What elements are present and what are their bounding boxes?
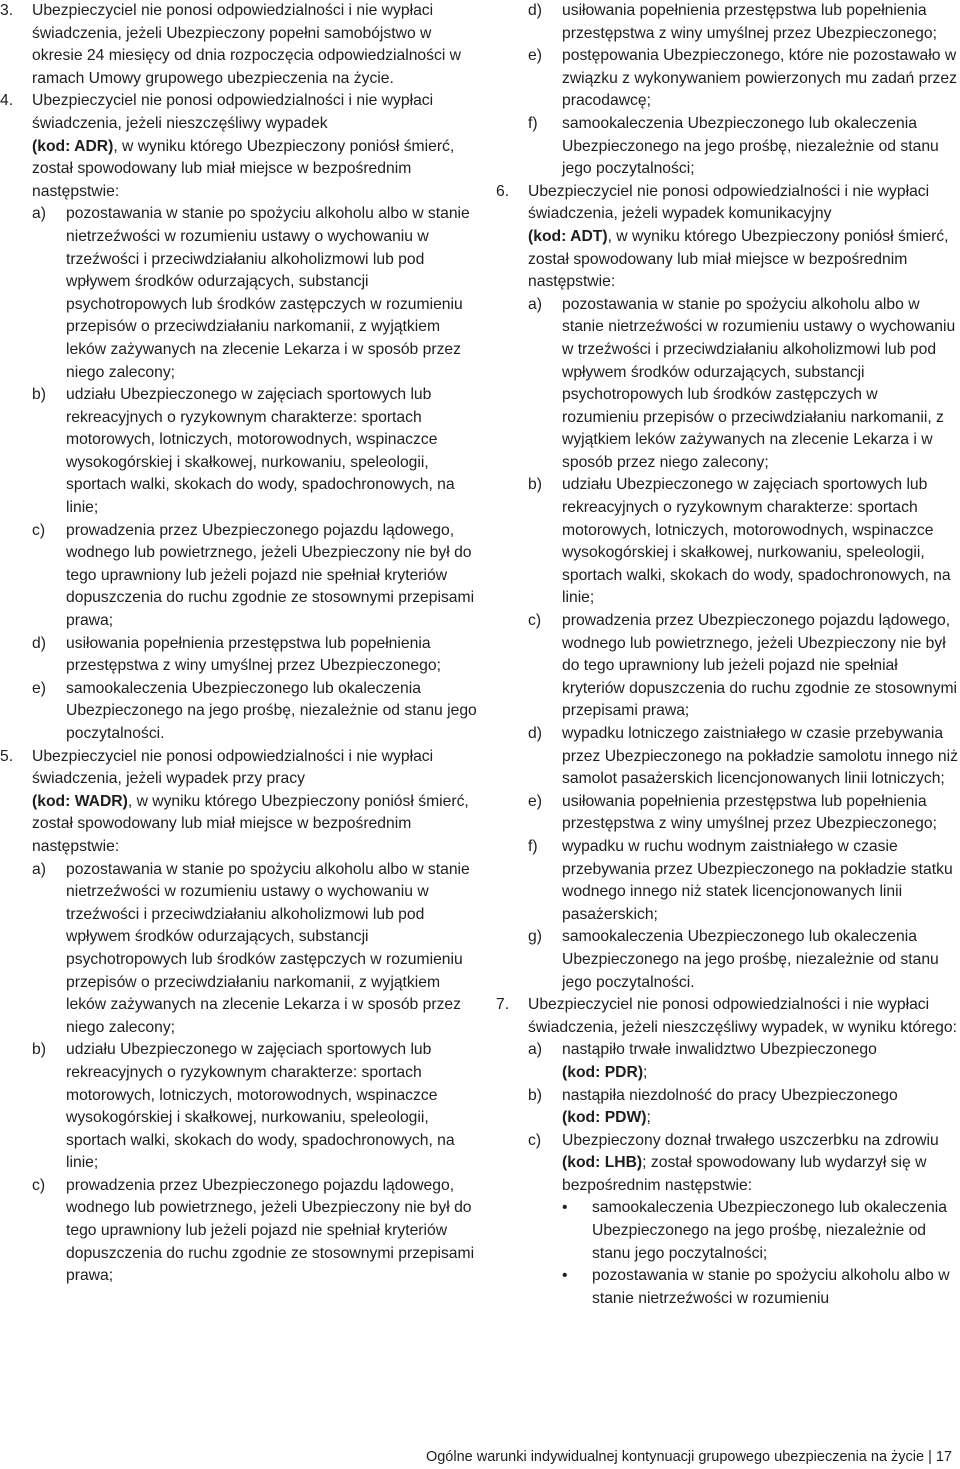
clause-4 — [0, 90, 478, 745]
code-label: (kod: WADR) — [32, 792, 128, 810]
sub-clause: g) samookaleczenia Ubezpieczonego lub okaleczenia Ubezpieczonego na jego prośbę, niezależnie od stanu jego poczytalności. — [528, 928, 939, 991]
sub-clause: d) usiłowania popełnienia przestępstwa lub popełnienia przestępstwa z winy umyślnej przez Ubezpieczonego; — [32, 634, 441, 675]
code-label: (kod: PDR) — [562, 1063, 644, 1081]
sub-clause: e) samookaleczenia Ubezpieczonego lub okaleczenia Ubezpieczonego na jego prośbę, niezależnie od stanu jego poczytalności. — [32, 679, 477, 742]
clause-7 — [496, 994, 958, 1310]
sub-clause: e) postępowania Ubezpieczonego, które nie pozostawało w związku z wykonywaniem powierzonych mu zadań przez pracodawcę; — [528, 47, 957, 110]
footer-separator: | — [928, 1449, 932, 1465]
sub-clause: f) wypadku w ruchu wodnym zaistniałego w czasie przebywania przez Ubezpieczonego na pokładzie statku wodnego innego niż statek licencjonowanych linii pasażerskich; — [528, 837, 953, 923]
code-label: (kod: ADT) — [528, 227, 608, 245]
sub-clause: a) pozostawania w stanie po spożyciu alkoholu albo w stanie nietrzeźwości w rozumieniu ustawy o wychowaniu w trzeźwości i przeciwdziałaniu alkoholizmowi lub pod wpływem środków odurzających, substancji psychotropowych lub środków zastępczych w rozumieniu przepisów o przeciwdziałaniu narkomanii, z wyjątkiem leków zażywanych na zlecenie Lekarza i w sposób przez niego zalecony; — [528, 295, 956, 471]
footer-title: Ogólne warunki indywidualnej kontynuacji grupowego ubezpieczenia na życie — [425, 1449, 925, 1465]
sub-clause: d) wypadku lotniczego zaistniałego w czasie przebywania przez Ubezpieczonego na pokładzie samolotu innego niż samolot pasażerskich licencjonowanych linii lotniczych; — [528, 725, 958, 788]
clause-3 — [0, 0, 478, 90]
clause-number: 3. — [0, 2, 14, 19]
right-column — [496, 0, 958, 1310]
bullet-item: • samookaleczenia Ubezpieczonego lub okaleczenia Ubezpieczonego na jego prośbę, niezależnie od stanu jego poczytalności; — [562, 1199, 947, 1262]
sub-clause: c) Ubezpieczony doznał trwałego uszczerbku na zdrowiu (kod: LHB); został spowodowany lub wydarzył się w bezpośrednim następstwie: • samookaleczenia Ubezpieczonego lub okaleczenia Ubezpieczonego na jego prośbę, niezależnie od stanu jego poczytalności; • pozostawania w stanie po spożyciu alkoholu albo w stanie nietrzeźwości w rozumieniu — [528, 1130, 958, 1311]
code-label: (kod: ADR) — [32, 137, 114, 155]
clause-intro: Ubezpieczyciel nie ponosi odpowiedzialności i nie wypłaci świadczenia, jeżeli nieszczęśliwy wypadek (kod: ADR), w wyniku którego Ubezpieczony poniósł śmierć, został spowodowany lub miał miejsce w bezpośrednim następstwie: — [32, 92, 455, 200]
clause-text: Ubezpieczyciel nie ponosi odpowiedzialności i nie wypłaci świadczenia, jeżeli Ubezpieczony popełni samobójstwo w okresie 24 miesięcy od dnia rozpoczęcia odpowiedzialności w ramach Umowy grupowego ubezpieczenia na życie. — [32, 2, 462, 87]
sub-clause: e) usiłowania popełnienia przestępstwa lub popełnienia przestępstwa z winy umyślnej przez Ubezpieczonego; — [528, 792, 937, 833]
sub-clause: b) nastąpiła niezdolność do pracy Ubezpieczonego (kod: PDW); — [528, 1086, 898, 1127]
clause-number: 7. — [496, 996, 510, 1014]
sub-clause: f) samookaleczenia Ubezpieczonego lub okaleczenia Ubezpieczonego na jego prośbę, niezależnie od stanu jego poczytalności; — [528, 114, 939, 178]
code-label: (kod: LHB) — [562, 1154, 643, 1172]
code-label: (kod: PDW) — [562, 1109, 647, 1127]
clause-intro: Ubezpieczyciel nie ponosi odpowiedzialności i nie wypłaci świadczenia, jeżeli wypadek przy pracy (kod: WADR), w wyniku którego Ubezpieczony poniósł śmierć, został spowodowany lub miał miejsce w bezpośrednim następstwie: — [32, 747, 469, 855]
clause-5 — [0, 746, 478, 1288]
page-number: 17 — [935, 1449, 952, 1465]
sub-clause: c) prowadzenia przez Ubezpieczonego pojazdu lądowego, wodnego lub powietrznego, jeżeli Ubezpieczony nie był do tego uprawniony lub jeżeli pojazd nie spełniał kryteriów dopuszczenia do ruchu zgodnie ze stosownymi przepisami prawa; — [32, 1176, 475, 1285]
bullet-item: • pozostawania w stanie po spożyciu alkoholu albo w stanie nietrzeźwości w rozumieniu — [562, 1267, 950, 1307]
clause-intro: Ubezpieczyciel nie ponosi odpowiedzialności i nie wypłaci świadczenia, jeżeli nieszczęśliwy wypadek, w wyniku którego: — [528, 996, 957, 1036]
sub-clause: b) udziału Ubezpieczonego w zajęciach sportowych lub rekreacyjnych o ryzykownym charakterze: sportach motorowych, lotniczych, motorowodnych, wspinaczce wysokogórskiej i skałkowej, nurkowaniu, speleologii, sportach walki, skokach do wody, spadochronowych, na linie; — [528, 476, 951, 607]
clause-5-continued — [496, 0, 958, 181]
sub-clause: c) prowadzenia przez Ubezpieczonego pojazdu lądowego, wodnego lub powietrznego, jeżeli Ubezpieczony nie był do tego uprawniony lub jeżeli pojazd nie spełniał kryteriów dopuszczenia do ruchu zgodnie ze stosownymi przepisami prawa; — [32, 521, 475, 630]
clause-intro: Ubezpieczyciel nie ponosi odpowiedzialności i nie wypłaci świadczenia, jeżeli wypadek komunikacyjny (kod: ADT), w wyniku którego Ubezpieczony poniósł śmierć, został spowodowany lub miał miejsce w bezpośrednim następstwie: — [528, 182, 949, 291]
clause-number: 6. — [496, 182, 510, 200]
sub-clause: d) usiłowania popełnienia przestępstwa lub popełnienia przestępstwa z winy umyślnej przez Ubezpieczonego; — [528, 2, 937, 42]
clause-number: 4. — [0, 92, 14, 110]
sub-clause: b) udziału Ubezpieczonego w zajęciach sportowych lub rekreacyjnych o ryzykownym charakterze: sportach motorowych, lotniczych, motorowodnych, wspinaczce wysokogórskiej i skałkowej, nurkowaniu, speleologii, sportach walki, skokach do wody, spadochronowych, na linie; — [32, 1041, 455, 1172]
sub-clause: a) nastąpiło trwałe inwalidztwo Ubezpieczonego (kod: PDR); — [528, 1041, 877, 1081]
page-footer — [0, 1447, 952, 1467]
sub-clause: a) pozostawania w stanie po spożyciu alkoholu albo w stanie nietrzeźwości w rozumieniu ustawy o wychowaniu w trzeźwości i przeciwdziałaniu alkoholizmowi lub pod wpływem środków odurzających, substancji psychotropowych lub środków zastępczych w rozumieniu przepisów o przeciwdziałaniu narkomanii, z wyjątkiem leków zażywanych na zlecenie Lekarza i w sposób przez niego zalecony; — [32, 860, 470, 1036]
sub-clause: a) pozostawania w stanie po spożyciu alkoholu albo w stanie nietrzeźwości w rozumieniu ustawy o wychowaniu w trzeźwości i przeciwdziałaniu alkoholizmowi lub pod wpływem środków odurzających, substancji psychotropowych lub środków zastępczych w rozumieniu przepisów o przeciwdziałaniu narkomanii, z wyjątkiem leków zażywanych na zlecenie Lekarza i w sposób przez niego zalecony; — [32, 205, 470, 381]
sub-clause: c) prowadzenia przez Ubezpieczonego pojazdu lądowego, wodnego lub powietrznego, jeżeli Ubezpieczony nie był do tego uprawniony lub jeżeli pojazd nie spełniał kryteriów dopuszczenia do ruchu zgodnie ze stosownymi przepisami prawa; — [528, 612, 957, 720]
sub-clause: b) udziału Ubezpieczonego w zajęciach sportowych lub rekreacyjnych o ryzykownym charakterze: sportach motorowych, lotniczych, motorowodnych, wspinaczce wysokogórskiej i skałkowej, nurkowaniu, speleologii, sportach walki, skokach do wody, spadochronowych, na linie; — [32, 386, 455, 517]
left-column — [0, 0, 478, 1288]
clause-number: 5. — [0, 747, 14, 765]
clause-6 — [496, 181, 958, 994]
